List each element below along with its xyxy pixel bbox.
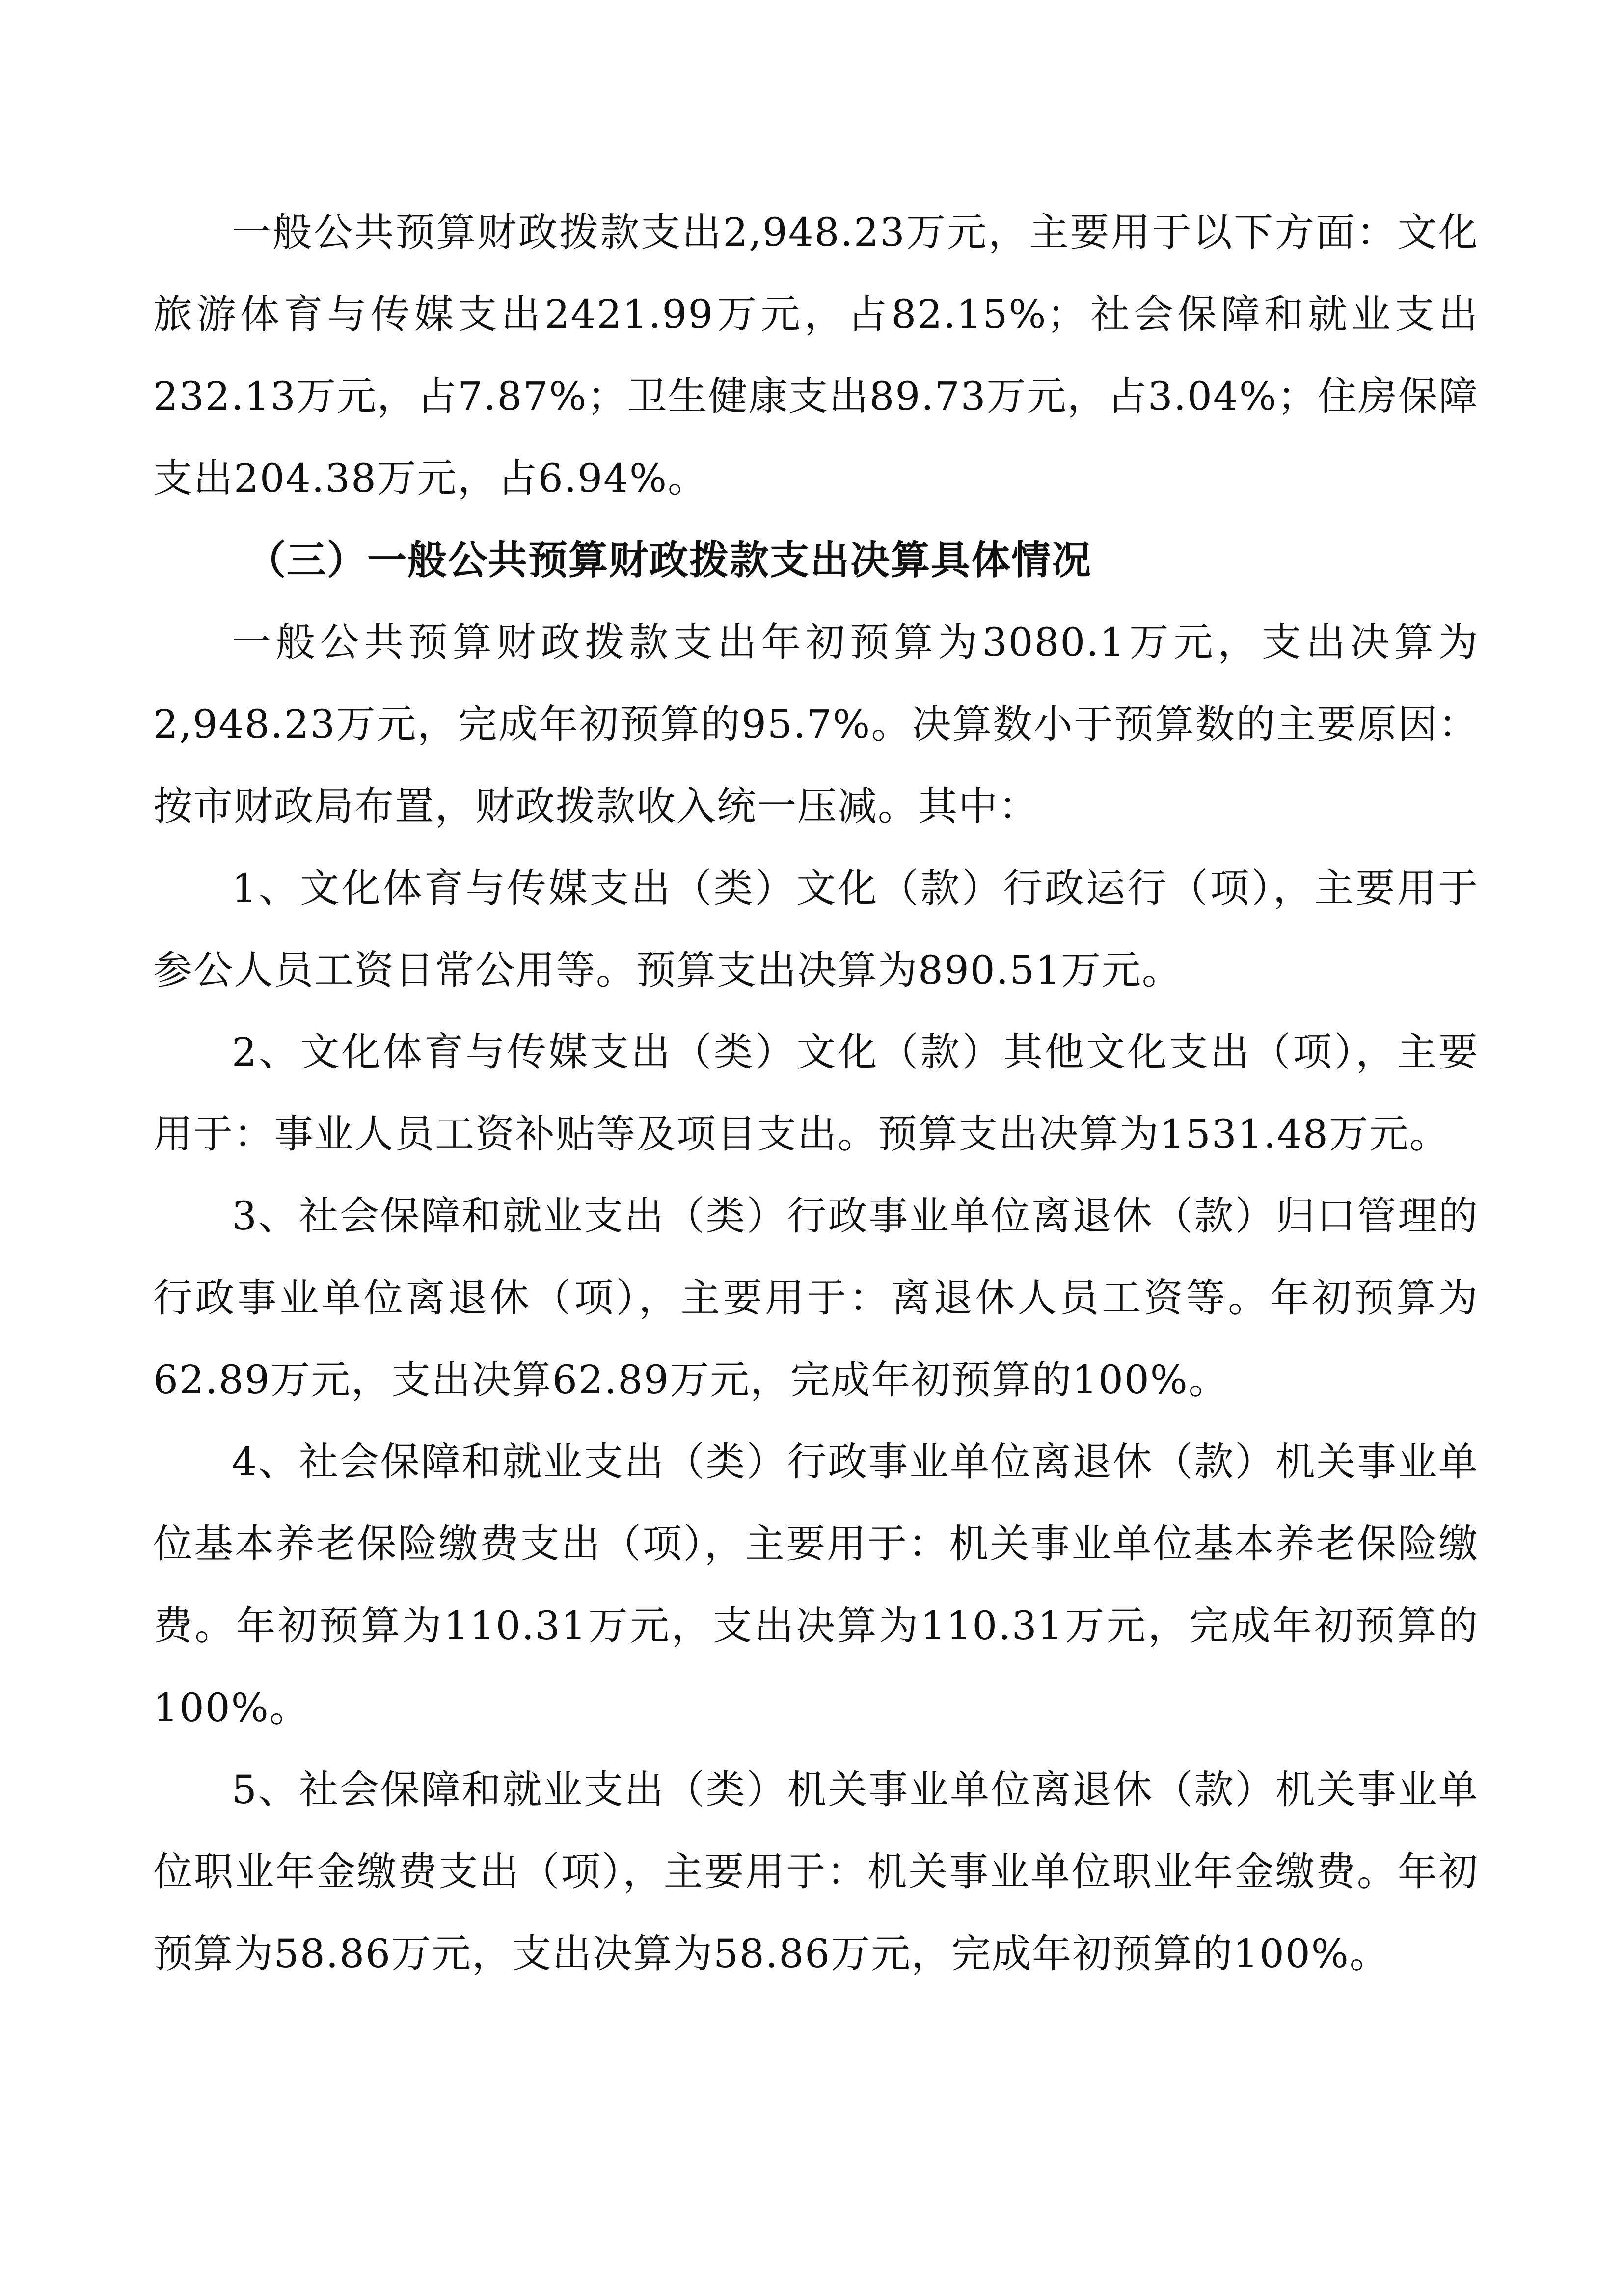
list-item-5: 5、社会保障和就业支出（类）机关事业单位离退休（款）机关事业单位职业年金缴费支出（项），主要用于：机关事业单位职业年金缴费。年初预算为58.86万元，支出决算为58.86万元，完成年初预算的100%。 (153, 1767, 1479, 1976)
list-item-2: 2、文化体育与传媒支出（类）文化（款）其他文化支出（项），主要用于：事业人员工资补贴等及项目支出。预算支出决算为1531.48万元。 (153, 1029, 1479, 1157)
paragraph-expenditure-summary: 一般公共预算财政拨款支出2,948.23万元，主要用于以下方面：文化旅游体育与传媒支出2421.99万元，占82.15%；社会保障和就业支出232.13万元，占7.87%；卫生健康支出89.73万元，占3.04%；住房保障支出204.38万元，占6.94%。 (153, 210, 1479, 501)
document-body (153, 191, 1479, 1995)
list-item-1: 1、文化体育与传媒支出（类）文化（款）行政运行（项），主要用于参公人员工资日常公用等。预算支出决算为890.51万元。 (153, 865, 1479, 993)
list-item-3: 3、社会保障和就业支出（类）行政事业单位离退休（款）归口管理的行政事业单位离退休（项），主要用于：离退休人员工资等。年初预算为62.89万元，支出决算62.89万元，完成年初预算的100%。 (153, 1193, 1479, 1403)
list-item-4: 4、社会保障和就业支出（类）行政事业单位离退休（款）机关事业单位基本养老保险缴费支出（项），主要用于：机关事业单位基本养老保险缴费。年初预算为110.31万元，支出决算为110.31万元，完成年初预算的100%。 (153, 1439, 1479, 1731)
section-heading-3: （三）一般公共预算财政拨款支出决算具体情况 (246, 537, 1092, 583)
paragraph-budget-completion: 一般公共预算财政拨款支出年初预算为3080.1万元，支出决算为2,948.23万元，完成年初预算的95.7%。决算数小于预算数的主要原因：按市财政局布置，财政拨款收入统一压减。其中： (153, 619, 1479, 829)
